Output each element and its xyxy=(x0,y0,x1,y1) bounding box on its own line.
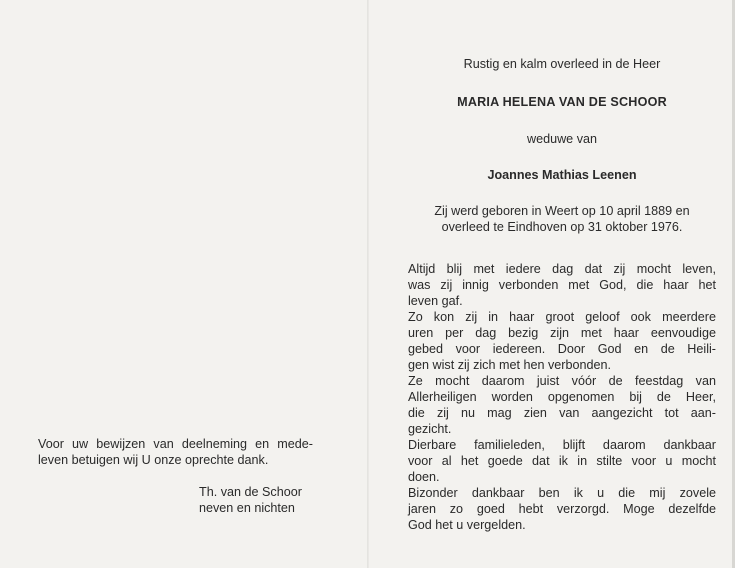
widow-of-line: weduwe van xyxy=(526,132,597,146)
body-line: Zo kon zij in haar groot geloof ook meerdere xyxy=(408,310,716,324)
body-line: jaren zo goed hebt verzorgd. Moge dezelfde xyxy=(408,502,716,516)
thanks-line-1: Voor uw bewijzen van deelneming en mede- xyxy=(38,437,313,451)
body-line: gen wist zij zich met hen verbonden. xyxy=(408,358,612,372)
body-line: die zij nu mag zien van aangezicht tot aan- xyxy=(408,406,716,420)
body-line: leven gaf. xyxy=(408,294,463,308)
body-line: Allerheiligen worden opgenomen bij de Heer, xyxy=(408,390,716,404)
thanks-line-2: leven betuigen wij U onze oprechte dank. xyxy=(38,453,269,467)
thanks-text xyxy=(38,436,313,468)
dates-line-1: Zij werd geboren in Weert op 10 april 1889 en xyxy=(434,204,690,218)
body-line: God het u vergelden. xyxy=(408,518,526,532)
body-line: was zij innig verbonden met God, die haar het xyxy=(408,278,716,292)
deceased-name: MARIA HELENA VAN DE SCHOOR xyxy=(457,95,667,109)
body-line: doen. xyxy=(408,470,440,484)
intro-line: Rustig en kalm overleed in de Heer xyxy=(463,57,661,71)
body-line: uren per dag bezig zijn met haar eenvoudige xyxy=(408,326,716,340)
dates-line-2: overleed te Eindhoven op 31 oktober 1976. xyxy=(441,220,683,234)
signature-line-2: neven en nichten xyxy=(199,501,295,515)
card-fold xyxy=(367,0,369,568)
dates-paragraph xyxy=(408,203,716,235)
signature-line-1: Th. van de Schoor xyxy=(199,485,302,499)
signature-block xyxy=(199,484,302,516)
body-line: gebed voor iedereen. Door God en de Heili- xyxy=(408,342,716,356)
body-line: gezicht. xyxy=(408,422,452,436)
husband-name: Joannes Mathias Leenen xyxy=(487,168,637,182)
body-line: voor al het goede dat ik in stilte voor u mocht xyxy=(408,454,716,468)
body-line: Bizonder dankbaar ben ik u die mij zovele xyxy=(408,486,716,500)
body-line: Ze mocht daarom juist vóór de feestdag van xyxy=(408,374,716,388)
body-line: Altijd blij met iedere dag dat zij mocht leven, xyxy=(408,262,716,276)
body-paragraph xyxy=(408,261,716,533)
body-line: Dierbare familieleden, blijft daarom dankbaar xyxy=(408,438,716,452)
obituary-text xyxy=(408,54,716,533)
